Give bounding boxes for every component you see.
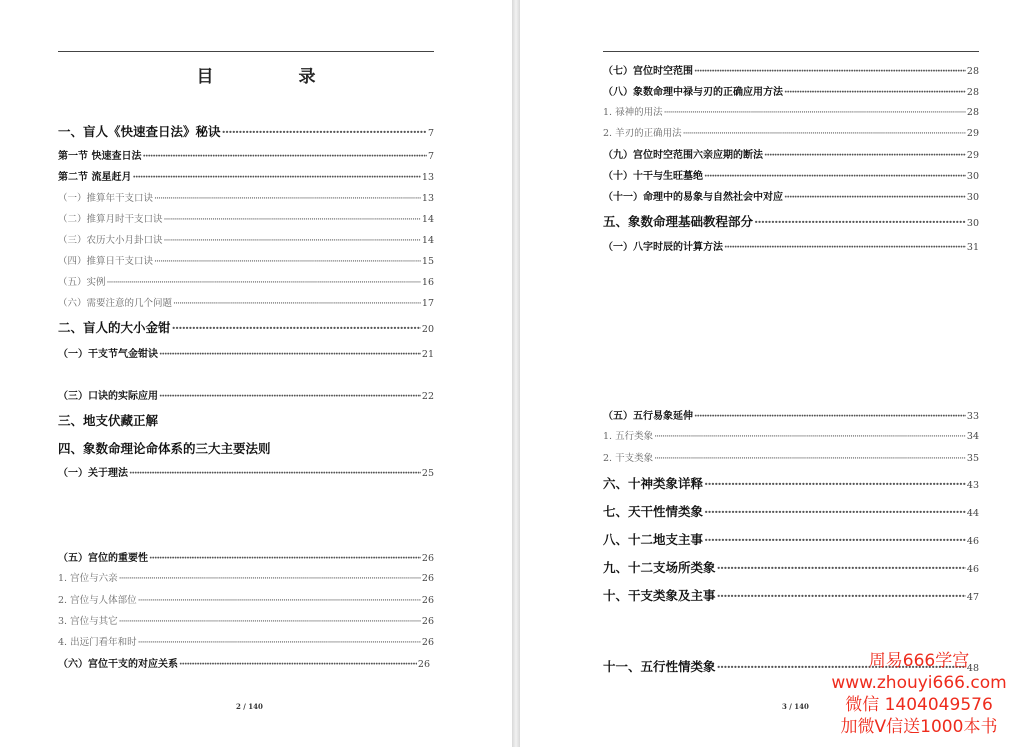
watermark-line-1: 周易666学宫 bbox=[868, 651, 970, 671]
toc-entry[interactable]: 1. 宫位与六亲 ····· 26 bbox=[58, 570, 434, 584]
toc-entry[interactable]: 第一节 快速查日法 ····· 7 bbox=[58, 147, 434, 162]
toc-entry[interactable]: （四）推算日干支口诀 ····· 15 bbox=[58, 253, 434, 267]
toc-entry[interactable]: （六）需要注意的几个问题 ····· 17 bbox=[58, 295, 434, 309]
toc-entry[interactable]: （三）农历大小月卦口诀 ····· 14 bbox=[58, 232, 434, 246]
toc-entry[interactable]: （一）推算年干支口诀 ····· 13 bbox=[58, 190, 434, 204]
page-number-footer: 3 / 140 bbox=[782, 702, 809, 711]
toc-entry[interactable]: （七）宫位时空范围 ····· 28 bbox=[603, 62, 979, 77]
toc-entry[interactable]: 2. 羊刃的正确用法 ····· 29 bbox=[603, 125, 979, 139]
top-rule bbox=[58, 51, 434, 52]
toc-entry[interactable]: （三）口诀的实际应用 ····· 22 bbox=[58, 387, 434, 402]
toc-entry[interactable]: 一、盲人《快速查日法》秘诀 ····· 7 bbox=[58, 122, 434, 140]
toc-title: 目 录 bbox=[196, 67, 350, 87]
toc-entry[interactable]: （一）关于理法 ····· 25 bbox=[58, 464, 434, 479]
book-gutter bbox=[512, 0, 520, 747]
watermark-line-2: www.zhouyi666.com bbox=[831, 673, 1007, 693]
toc-entry[interactable]: 九、十二支场所类象 ····· 46 bbox=[603, 558, 979, 576]
toc-entry[interactable]: 十、干支类象及主事 ····· 47 bbox=[603, 586, 979, 604]
toc-entry[interactable]: 三、地支伏藏正解 bbox=[58, 413, 159, 428]
toc-entry[interactable]: （十一）命理中的易象与自然社会中对应 ····· 30 bbox=[603, 188, 979, 203]
toc-entry[interactable]: 4. 出远门看年和时 ····· 26 bbox=[58, 634, 434, 648]
toc-entry[interactable]: （十）十干与生旺墓绝 ····· 30 bbox=[603, 167, 979, 182]
toc-entry[interactable]: （一）干支节气金钳诀 ····· 21 bbox=[58, 345, 434, 360]
watermark bbox=[824, 650, 1014, 738]
toc-entry[interactable]: （五）五行易象延伸 ····· 33 bbox=[603, 407, 979, 422]
toc-entry[interactable]: 二、盲人的大小金钳 ····· 20 bbox=[58, 318, 434, 336]
right-page bbox=[520, 0, 1024, 747]
toc-entry[interactable]: （一）八字时辰的计算方法 ····· 31 bbox=[603, 238, 979, 253]
toc-entry[interactable]: 3. 宫位与其它 ····· 26 bbox=[58, 613, 434, 627]
toc-entry[interactable]: （二）推算月时干支口诀 ····· 14 bbox=[58, 211, 434, 225]
top-rule bbox=[603, 51, 979, 52]
toc-entry[interactable]: 五、象数命理基础教程部分 ····· 30 bbox=[603, 212, 979, 230]
toc-entry[interactable]: （五）宫位的重要性 ····· 26 bbox=[58, 549, 434, 564]
toc-entry[interactable]: （八）象数命理中禄与刃的正确应用方法 ····· 28 bbox=[603, 83, 979, 98]
toc-entry[interactable]: （九）宫位时空范围六亲应期的断法 ····· 29 bbox=[603, 146, 979, 161]
toc-entry[interactable]: 2. 干支类象 ····· 35 bbox=[603, 450, 979, 464]
toc-entry[interactable]: 1. 五行类象 ····· 34 bbox=[603, 428, 979, 442]
toc-entry[interactable]: （五）实例 ····· 16 bbox=[58, 274, 434, 288]
toc-entry[interactable]: （六）宫位干支的对应关系 ····· 26 bbox=[58, 655, 430, 670]
page-number-footer: 2 / 140 bbox=[236, 702, 263, 711]
toc-entry[interactable]: 六、十神类象详释 ····· 43 bbox=[603, 474, 979, 492]
toc-entry[interactable]: 七、天干性情类象 ····· 44 bbox=[603, 502, 979, 520]
toc-entry[interactable]: 2. 宫位与人体部位 ····· 26 bbox=[58, 592, 434, 606]
toc-entry[interactable]: 1. 禄神的用法 ····· 28 bbox=[603, 104, 979, 118]
toc-entry[interactable]: 八、十二地支主事 ····· 46 bbox=[603, 530, 979, 548]
toc-entry[interactable]: 四、象数命理论命体系的三大主要法则 bbox=[58, 441, 271, 456]
watermark-line-3: 微信 1404049576 bbox=[845, 695, 993, 715]
watermark-line-4: 加微V信送1000本书 bbox=[840, 717, 998, 737]
toc-entry[interactable]: 第二节 流星赶月 ····· 13 bbox=[58, 168, 434, 183]
toc-entry[interactable]: 十一、五行性情类象 ····· 48 bbox=[603, 657, 979, 675]
